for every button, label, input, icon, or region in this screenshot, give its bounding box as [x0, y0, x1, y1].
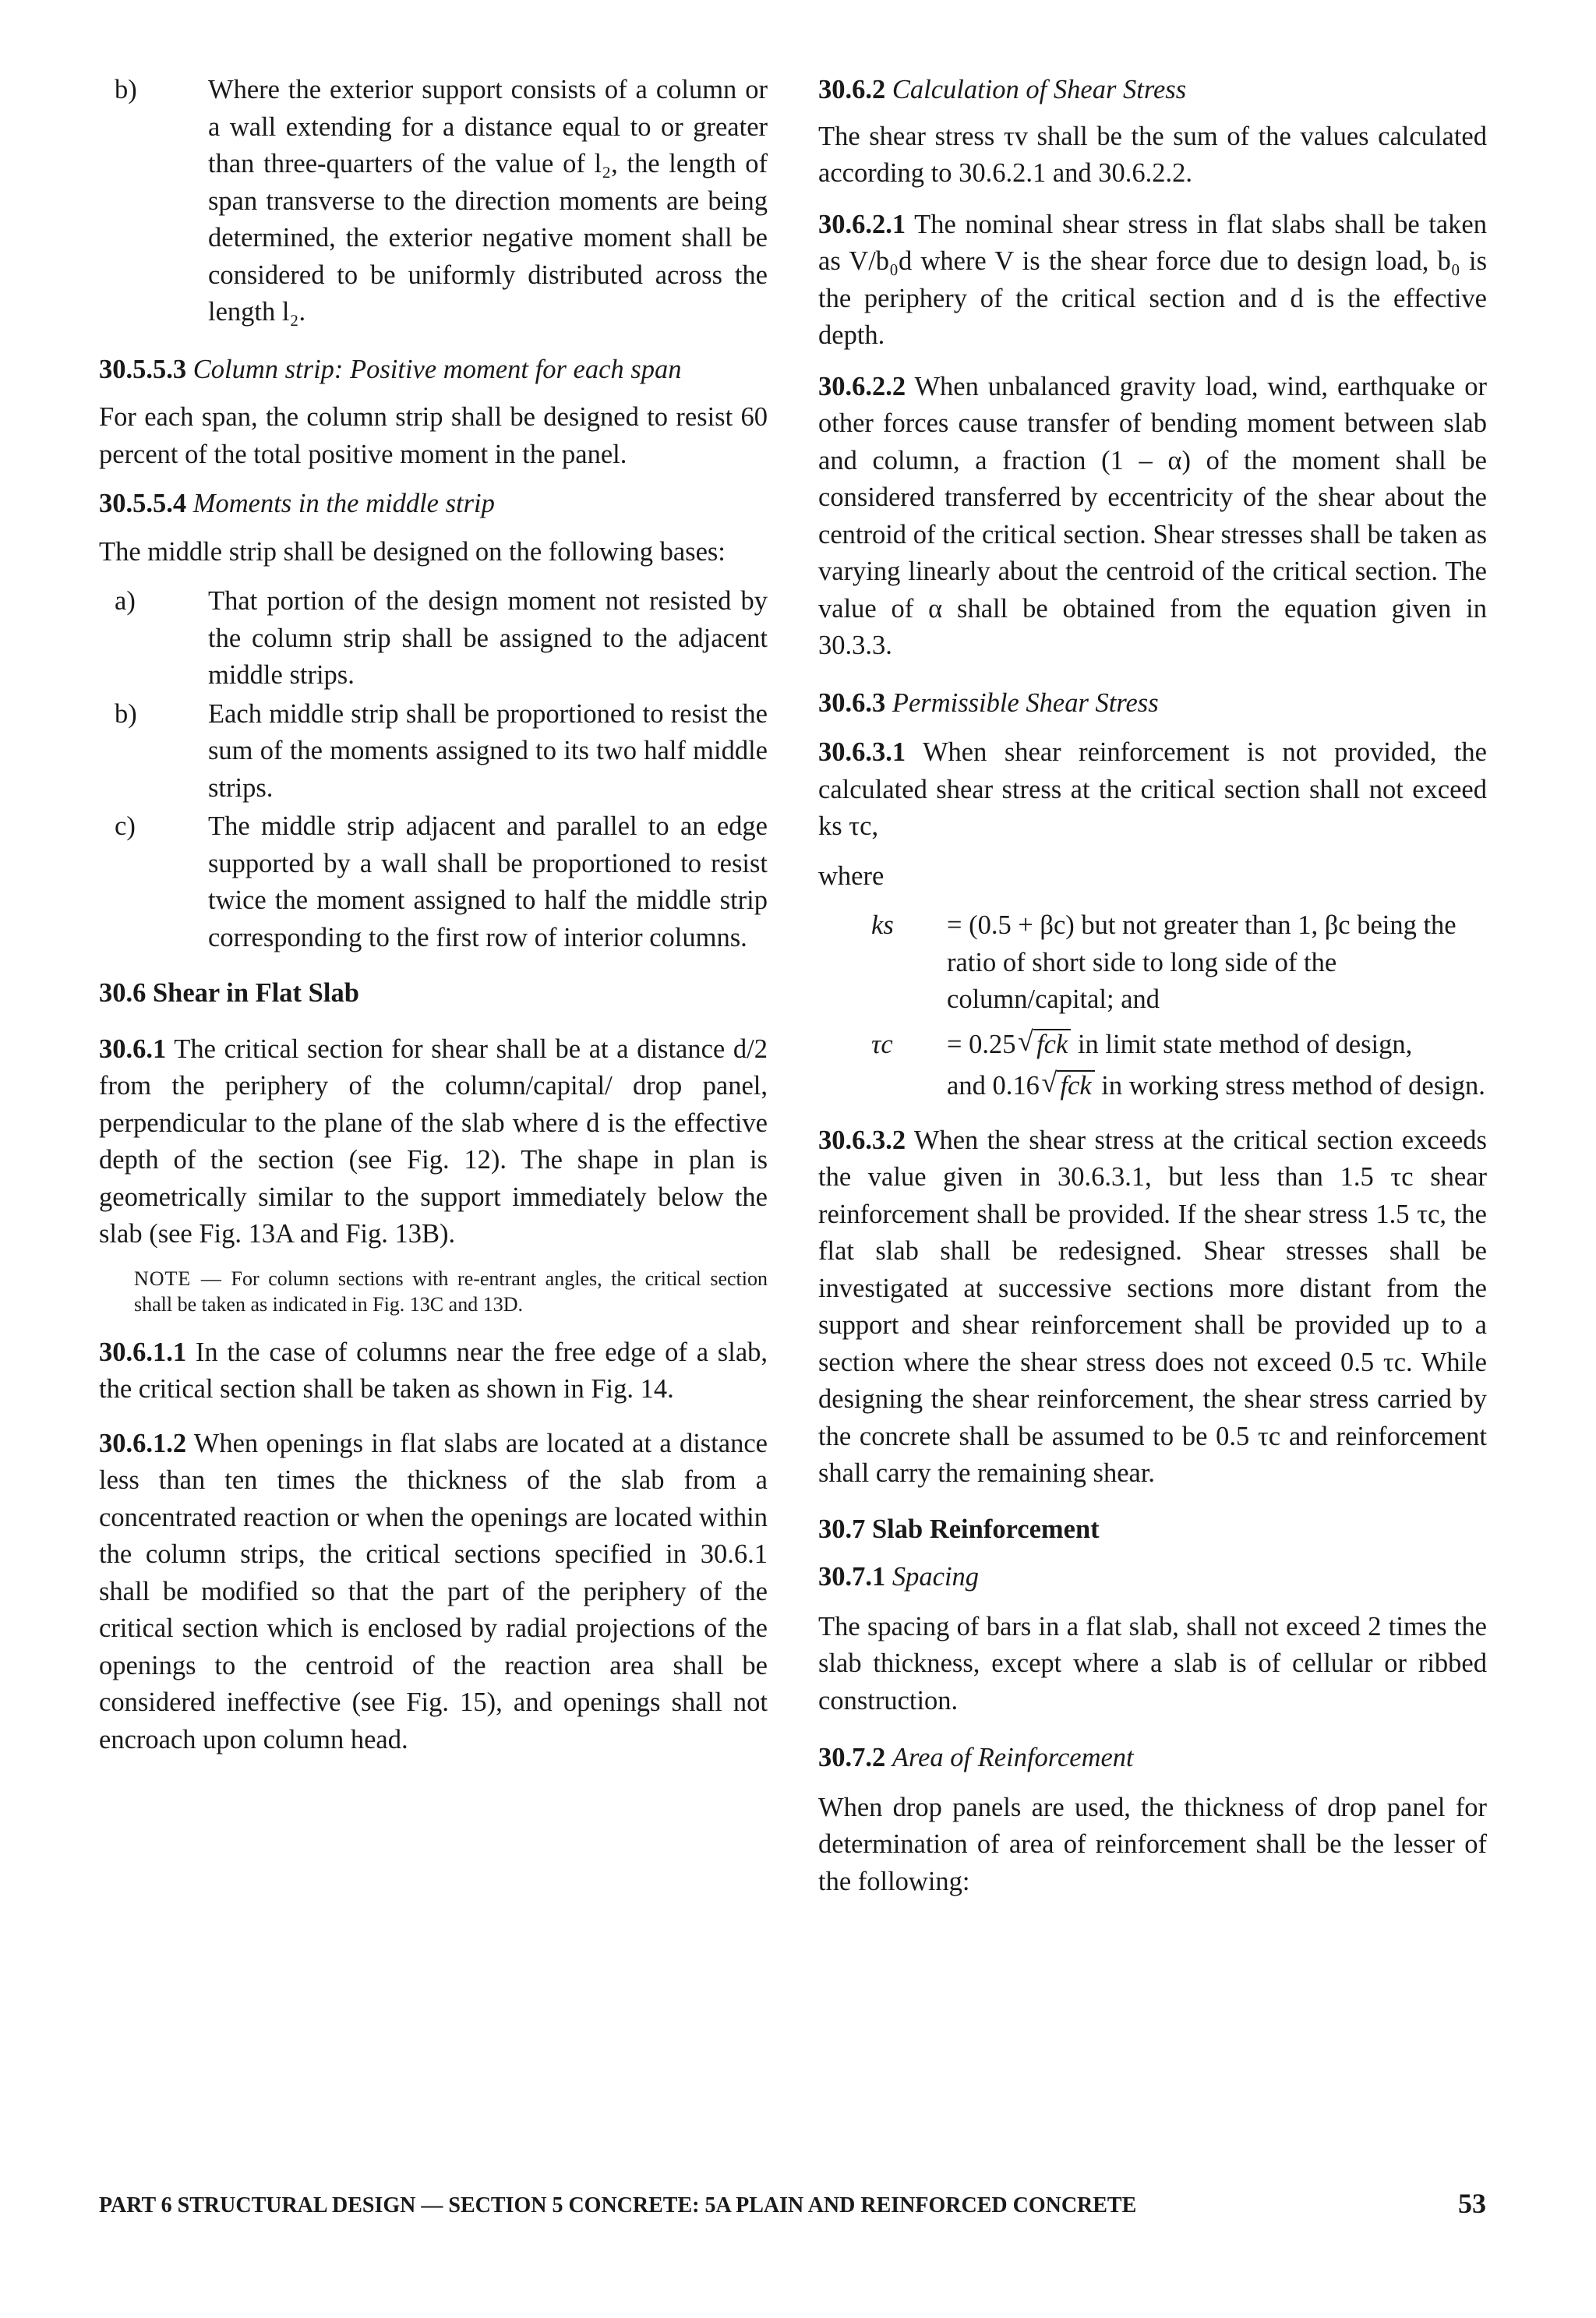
paragraph-30-6-3-1: 30.6.3.1 When shear reinforcement is not provided, the calculated shear stress at the critical section shall not exceed ks τc,: [818, 737, 1487, 841]
note: NOTE — For column sections with re-entrant angles, the critical section shall be taken as indicated in Fig. 13C and 13D.: [134, 1267, 768, 1316]
section-heading-30-6-2: 30.6.2 Calculation of Shear Stress: [818, 75, 1187, 104]
section-heading-30-7-2: 30.7.2 Area of Reinforcement: [818, 1743, 1134, 1772]
list-item-b-exterior-support: [99, 72, 768, 331]
section-heading-30-7-1: 30.7.1 Spacing: [818, 1562, 980, 1592]
middle-strip-list: [99, 583, 768, 956]
list-label: b): [115, 75, 137, 104]
left-column: [99, 72, 768, 1758]
paragraph-30-5-5-3: For each span, the column strip shall be designed to resist 60 percent of the total positive moment in the panel.: [99, 402, 768, 469]
page-footer: [99, 2187, 1486, 2224]
section-heading-30-6-3: 30.6.3 Permissible Shear Stress: [818, 687, 1159, 718]
page-number: 53: [1458, 2188, 1486, 2219]
square-root: √ fck: [1057, 1070, 1094, 1100]
paragraph-30-6-1-1: 30.6.1.1 In the case of columns near the free edge of a slab, the critical section shall be taken as shown in Fig. 14.: [99, 1337, 768, 1404]
list-text: Where the exterior support consists of a column or a wall extending for a distance equal to or greater than three-quarters of the value of l₂, the length of span transverse to the direction moments are being determined, the exterior negative moment shall be considered to be uniformly distributed across the length l₂.: [208, 75, 768, 327]
paragraph-30-7-1: The spacing of bars in a flat slab, shall not exceed 2 times the slab thickness, except where a slab is of cellular or ribbed construction.: [818, 1611, 1487, 1716]
paragraph-30-6-2: The shear stress τv shall be the sum of the values calculated according to 30.6.2.1 and 30.6.2.2.: [818, 121, 1487, 188]
section-heading-30-6: 30.6 Shear in Flat Slab: [99, 978, 359, 1008]
definition-tau-c: τc = 0.25 √ fck in limit state method of design, and 0.16 √ fck in working stress method of design.: [818, 1026, 1487, 1105]
right-column: [818, 72, 1487, 1900]
section-heading-30-5-5-4: 30.5.5.4 Moments in the middle strip: [99, 489, 495, 518]
list-item: c) The middle strip adjacent and parallel to an edge supported by a wall shall be proportioned to resist twice the moment assigned to half the middle strip corresponding to the first row of interior columns.: [115, 811, 768, 952]
paragraph-30-6-2-1: 30.6.2.1 The nominal shear stress in flat slabs shall be taken as V/b₀d where V is the shear force due to design load, b₀ is the periphery of the critical section and d is the effective depth.: [818, 209, 1487, 350]
square-root: √ fck: [1033, 1029, 1071, 1058]
where-label: where: [818, 860, 885, 891]
definition-ks: ks = (0.5 + βc) but not greater than 1, βc being the ratio of short side to long side of the column/capital; and: [871, 910, 1457, 1014]
paragraph-30-6-1-2: 30.6.1.2 When openings in flat slabs are located at a distance less than ten times the thickness of the slab from a concentrated reaction or when the openings are located within the column strips, the critical sections specified in 30.6.1 shall be modified so that the part of the periphery of the critical section which is enclosed by radial projections of the openings to the centroid of the reaction area shall be considered ineffective (see Fig. 15), and openings shall not encroach upon column head.: [99, 1428, 768, 1754]
list-item: a) That portion of the design moment not resisted by the column strip shall be assigned to the adjacent middle strips.: [115, 586, 768, 690]
paragraph-30-5-5-4: The middle strip shall be designed on the following bases:: [99, 536, 726, 567]
footer-title: PART 6 STRUCTURAL DESIGN — SECTION 5 CONCRETE: 5A PLAIN AND REINFORCED CONCRETE: [99, 2193, 1137, 2217]
paragraph-30-7-2: When drop panels are used, the thickness of drop panel for determination of area of reinforcement shall be the lesser of the following:: [818, 1792, 1487, 1896]
list-item: b) Each middle strip shall be proportioned to resist the sum of the moments assigned to its two half middle strips.: [115, 698, 768, 803]
paragraph-30-6-1: 30.6.1 The critical section for shear shall be at a distance d/2 from the periphery of the column/capital/ drop panel, perpendicular to the plane of the slab where d is the effective depth of the section (see Fig. 12). The shape in plan is geometrically similar to the support immediately below the slab (see Fig. 13A and Fig. 13B).: [99, 1034, 768, 1249]
paragraph-30-6-2-2: 30.6.2.2 When unbalanced gravity load, wind, earthquake or other forces cause transfer of bending moment between slab and column, a fraction (1 – α) of the moment shall be considered transferred by eccentricity of the shear about the centroid of the critical section. Shear stresses shall be taken as varying linearly about the centroid of the critical section. The value of α shall be obtained from the equation given in 30.3.3.: [818, 371, 1487, 660]
paragraph-30-6-3-2: 30.6.3.2 When the shear stress at the critical section exceeds the value given in 30.6.3.1, but less than 1.5 τc shear reinforcement shall be provided. If the shear stress 1.5 τc, the flat slab shall be redesigned. Shear stresses shall be investigated at successive sections more distant from the support and shear reinforcement shall be provided up to a section where the shear stress does not exceed 0.5 τc. While designing the shear reinforcement, the shear stress carried by the concrete shall be assumed to be 0.5 τc and reinforcement shall carry the remaining shear.: [818, 1125, 1487, 1488]
section-heading-30-7: 30.7 Slab Reinforcement: [818, 1514, 1100, 1544]
section-heading-30-5-5-3: 30.5.5.3 Column strip: Positive moment for each span: [99, 354, 682, 384]
